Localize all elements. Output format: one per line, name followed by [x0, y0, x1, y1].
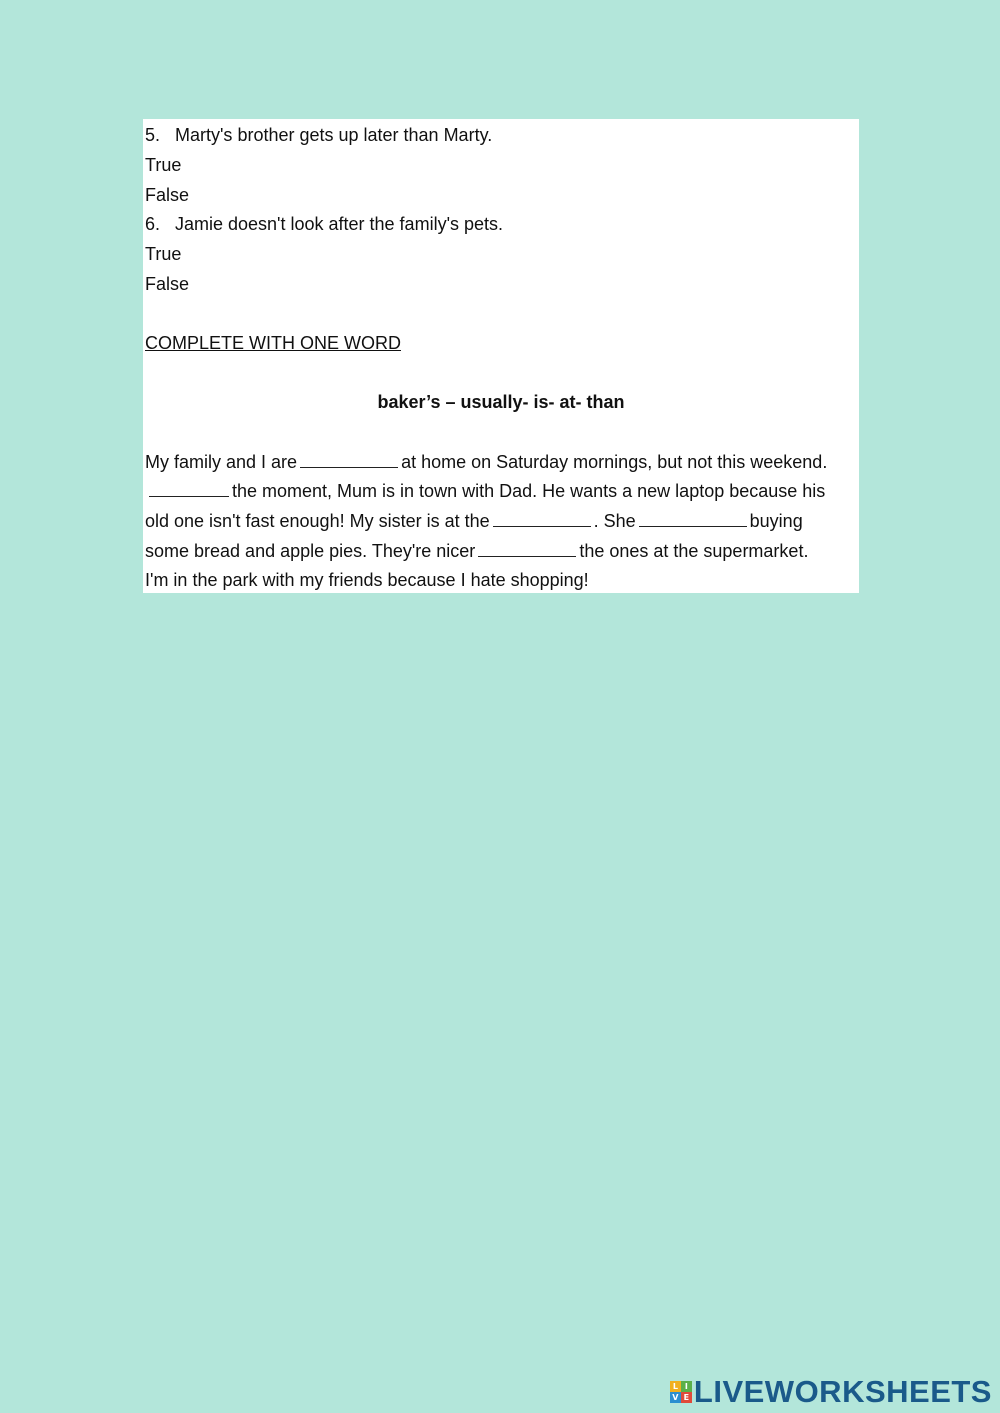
option-true[interactable]: True [145, 244, 182, 264]
question-6 [145, 213, 503, 235]
paragraph-text: My family and I are [145, 452, 298, 472]
question-text: Marty's brother gets up later than Marty. [175, 125, 493, 145]
option-false[interactable]: False [145, 185, 190, 205]
paragraph-line [145, 540, 808, 562]
option-false[interactable]: False [145, 274, 190, 294]
worksheet-page [143, 119, 859, 593]
logo-text: LIVEWORKSHEETS [693, 1374, 992, 1409]
question-number: 6. [145, 214, 161, 234]
option-true[interactable]: True [145, 155, 182, 175]
paragraph-text: I'm in the park with my friends because I hate shopping! [145, 570, 589, 590]
question-5 [145, 124, 492, 146]
section-heading: COMPLETE WITH ONE WORD [145, 333, 401, 353]
paragraph-text: . She [593, 511, 636, 531]
blank-input[interactable] [149, 480, 229, 497]
paragraph-line [145, 451, 827, 473]
blank-input[interactable] [639, 510, 747, 527]
paragraph-line [145, 569, 589, 591]
blank-input[interactable] [478, 540, 576, 557]
logo-letter: L [670, 1381, 681, 1392]
paragraph-text: old one isn't fast enough! My sister is at the [145, 511, 490, 531]
paragraph-line [145, 510, 803, 532]
paragraph-text: some bread and apple pies. They're nicer [145, 541, 476, 561]
question-number: 5. [145, 125, 161, 145]
paragraph-text: at home on Saturday mornings, but not this weekend. [401, 452, 828, 472]
blank-input[interactable] [300, 451, 398, 468]
question-text: Jamie doesn't look after the family's pets. [175, 214, 504, 234]
paragraph-text: the moment, Mum is in town with Dad. He wants a new laptop because his [232, 481, 826, 501]
paragraph-text: buying [749, 511, 803, 531]
logo-letter: V [670, 1392, 681, 1403]
logo-letter: I [681, 1381, 692, 1392]
paragraph-line [145, 480, 825, 502]
word-bank: baker’s – usually- is- at- than [377, 392, 625, 412]
logo-mark-icon [670, 1381, 692, 1403]
liveworksheets-logo[interactable] [670, 1374, 992, 1409]
logo-letter: E [681, 1392, 692, 1403]
blank-input[interactable] [493, 510, 591, 527]
paragraph-text: the ones at the supermarket. [579, 541, 809, 561]
